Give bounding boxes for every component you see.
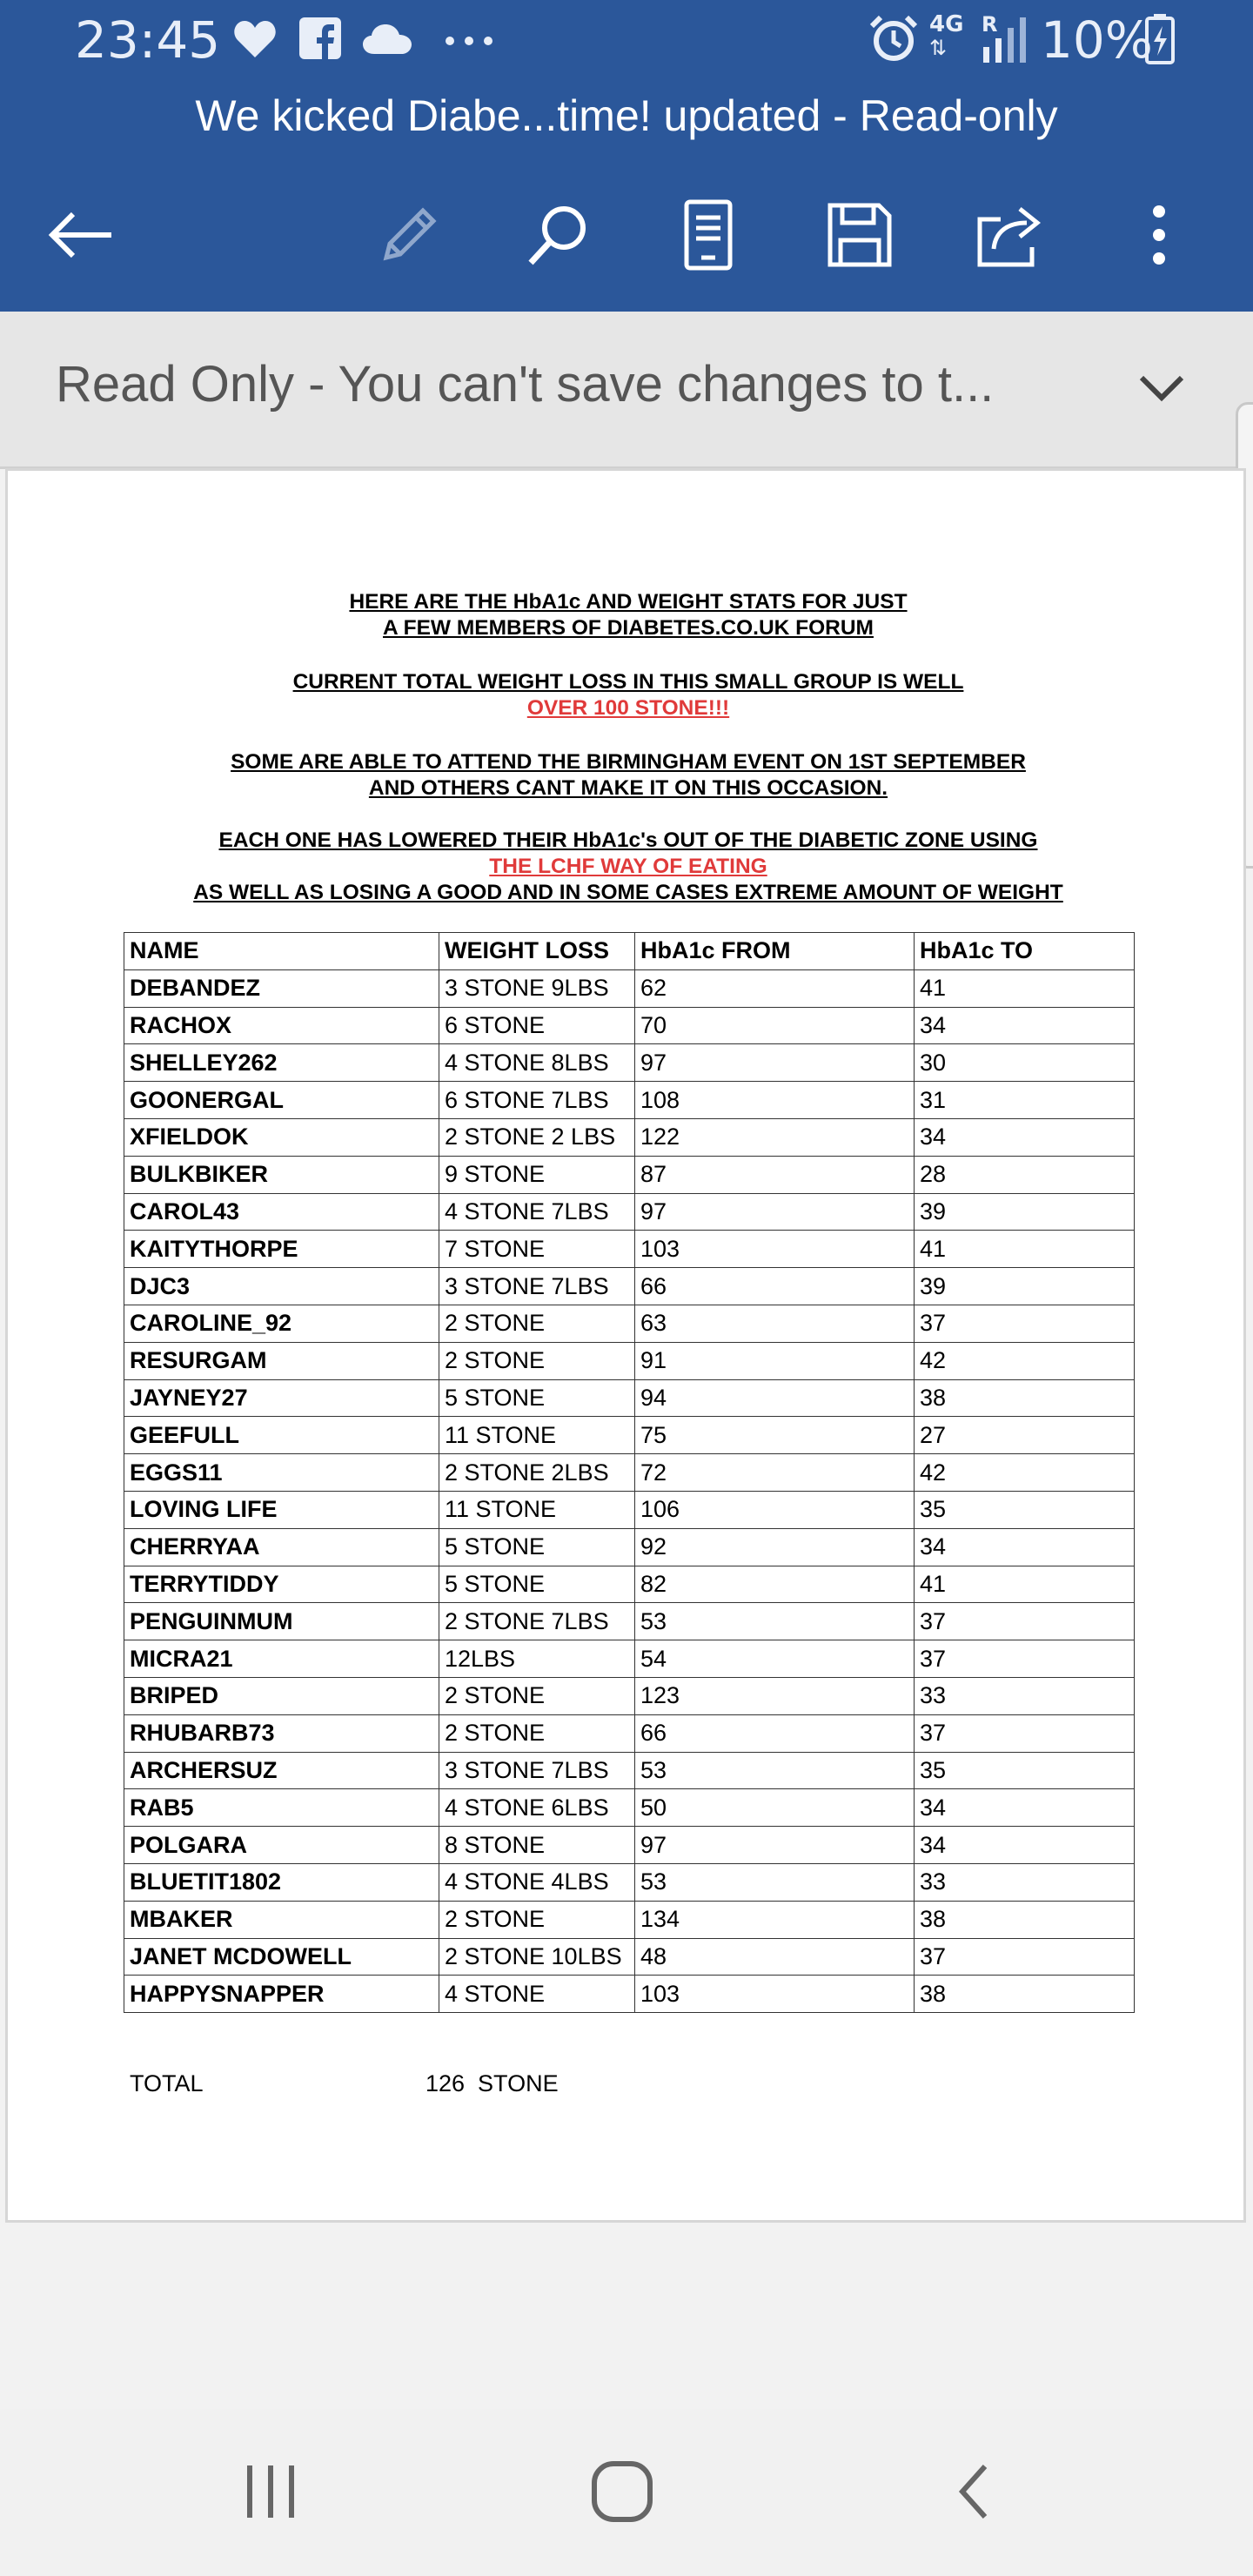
cell-name: BRIPED <box>124 1677 439 1714</box>
cell-weight-loss: 6 STONE <box>439 1007 635 1044</box>
table-row <box>124 1044 1135 1082</box>
cell-hba1c-to: 38 <box>915 1379 1135 1417</box>
cell-weight-loss: 2 STONE <box>439 1677 635 1714</box>
cell-hba1c-from: 53 <box>635 1863 915 1901</box>
cell-name: MBAKER <box>124 1901 439 1938</box>
cell-name: XFIELDOK <box>124 1118 439 1156</box>
more-dots-icon <box>444 35 496 47</box>
cell-hba1c-to: 34 <box>915 1007 1135 1044</box>
recent-apps-icon <box>240 2461 301 2522</box>
cell-name: CAROL43 <box>124 1193 439 1231</box>
cell-name: POLGARA <box>124 1827 439 1864</box>
cell-name: GEEFULL <box>124 1417 439 1454</box>
battery-icon <box>1145 14 1175 64</box>
cell-weight-loss: 4 STONE 4LBS <box>439 1863 635 1901</box>
share-button[interactable] <box>966 191 1053 278</box>
table-row <box>124 1082 1135 1119</box>
cell-hba1c-from: 50 <box>635 1789 915 1827</box>
cell-weight-loss: 2 STONE <box>439 1305 635 1342</box>
recent-apps-button[interactable] <box>223 2444 318 2539</box>
cell-hba1c-from: 97 <box>635 1827 915 1864</box>
cell-weight-loss: 3 STONE 9LBS <box>439 969 635 1007</box>
app-header <box>0 0 1253 312</box>
doc-header-line-5: SOME ARE ABLE TO ATTEND THE BIRMINGHAM EVENT ON 1ST SEPTEMBER <box>231 750 1026 774</box>
cell-name: RHUBARB73 <box>124 1714 439 1752</box>
cell-name: RAB5 <box>124 1789 439 1827</box>
nav-back-button[interactable] <box>926 2444 1022 2539</box>
cell-name: ARCHERSUZ <box>124 1752 439 1789</box>
cell-hba1c-from: 97 <box>635 1193 915 1231</box>
cell-hba1c-to: 42 <box>915 1342 1135 1379</box>
cell-hba1c-from: 103 <box>635 1976 915 2013</box>
doc-header-line-9: AS WELL AS LOSING A GOOD AND IN SOME CASES EXTREME AMOUNT OF WEIGHT <box>193 881 1063 904</box>
cell-weight-loss: 4 STONE 6LBS <box>439 1789 635 1827</box>
table-row <box>124 1268 1135 1305</box>
cell-name: RESURGAM <box>124 1342 439 1379</box>
cell-hba1c-from: 134 <box>635 1901 915 1938</box>
cell-hba1c-to: 35 <box>915 1752 1135 1789</box>
cell-hba1c-to: 41 <box>915 969 1135 1007</box>
back-icon <box>952 2461 995 2522</box>
cell-hba1c-from: 82 <box>635 1566 915 1603</box>
cell-hba1c-to: 42 <box>915 1454 1135 1492</box>
cell-name: KAITYTHORPE <box>124 1231 439 1268</box>
cell-hba1c-from: 92 <box>635 1528 915 1566</box>
cell-hba1c-to: 34 <box>915 1789 1135 1827</box>
cell-weight-loss: 2 STONE 2 LBS <box>439 1118 635 1156</box>
cell-hba1c-to: 33 <box>915 1863 1135 1901</box>
cell-weight-loss: 2 STONE 10LBS <box>439 1938 635 1976</box>
table-row <box>124 1714 1135 1752</box>
cell-hba1c-from: 108 <box>635 1082 915 1119</box>
cell-weight-loss: 2 STONE 2LBS <box>439 1454 635 1492</box>
column-header-hba1c-to: HbA1c TO <box>915 933 1135 970</box>
cell-weight-loss: 3 STONE 7LBS <box>439 1268 635 1305</box>
cell-hba1c-from: 54 <box>635 1640 915 1678</box>
alarm-icon <box>868 14 919 64</box>
cell-hba1c-to: 34 <box>915 1118 1135 1156</box>
cell-weight-loss: 7 STONE <box>439 1231 635 1268</box>
doc-header-line-4: OVER 100 STONE!!! <box>526 696 730 720</box>
back-arrow-icon <box>45 209 115 261</box>
table-row <box>124 1454 1135 1492</box>
cell-weight-loss: 9 STONE <box>439 1156 635 1193</box>
doc-header-line-7: EACH ONE HAS LOWERED THEIR HbA1c's OUT OF THE DIABETIC ZONE USING <box>218 828 1038 852</box>
table-row <box>124 1231 1135 1268</box>
cell-hba1c-from: 53 <box>635 1603 915 1640</box>
network-type-label: 4G <box>929 11 964 37</box>
edit-pencil-icon <box>374 200 444 270</box>
cell-hba1c-to: 37 <box>915 1603 1135 1640</box>
cell-hba1c-to: 28 <box>915 1156 1135 1193</box>
cell-weight-loss: 2 STONE <box>439 1342 635 1379</box>
status-bar <box>0 0 1253 84</box>
cell-weight-loss: 5 STONE <box>439 1528 635 1566</box>
cell-weight-loss: 5 STONE <box>439 1379 635 1417</box>
cell-name: TERRYTIDDY <box>124 1566 439 1603</box>
4g-icon: 4G ⇅ <box>929 12 968 64</box>
cell-hba1c-from: 123 <box>635 1677 915 1714</box>
search-icon <box>524 200 593 270</box>
edit-button[interactable] <box>365 191 452 278</box>
cell-weight-loss: 2 STONE <box>439 1901 635 1938</box>
total-label: TOTAL <box>130 2070 204 2096</box>
cell-name: BULKBIKER <box>124 1156 439 1193</box>
table-row <box>124 1677 1135 1714</box>
read-only-message: Read Only - You can't save changes to t... <box>56 356 995 413</box>
cell-name: JAYNEY27 <box>124 1379 439 1417</box>
cell-hba1c-to: 27 <box>915 1417 1135 1454</box>
cell-hba1c-from: 62 <box>635 969 915 1007</box>
cell-hba1c-from: 72 <box>635 1454 915 1492</box>
cell-name: RACHOX <box>124 1007 439 1044</box>
column-header-name: NAME <box>124 933 439 970</box>
table-body <box>124 969 1135 2012</box>
cell-name: MICRA21 <box>124 1640 439 1678</box>
cell-hba1c-to: 34 <box>915 1827 1135 1864</box>
cell-hba1c-to: 37 <box>915 1938 1135 1976</box>
cell-weight-loss: 11 STONE <box>439 1417 635 1454</box>
table-row <box>124 1752 1135 1789</box>
more-options-button[interactable] <box>1116 191 1203 278</box>
cell-name: SHELLEY262 <box>124 1044 439 1082</box>
table-row <box>124 1156 1135 1193</box>
cell-hba1c-to: 38 <box>915 1901 1135 1938</box>
cell-weight-loss: 2 STONE 7LBS <box>439 1603 635 1640</box>
table-header-row <box>124 933 1135 970</box>
signal-icon <box>978 12 1034 64</box>
roaming-label: R <box>982 12 998 37</box>
cell-weight-loss: 8 STONE <box>439 1827 635 1864</box>
status-time: 23:45 <box>75 10 221 70</box>
table-row <box>124 1566 1135 1603</box>
column-header-hba1c-from: HbA1c FROM <box>635 933 915 970</box>
cell-weight-loss: 5 STONE <box>439 1566 635 1603</box>
cell-name: GOONERGAL <box>124 1082 439 1119</box>
view-mode-icon <box>682 198 734 272</box>
table-row <box>124 1305 1135 1342</box>
save-icon <box>825 200 895 270</box>
search-button[interactable] <box>515 191 602 278</box>
cell-weight-loss: 4 STONE <box>439 1976 635 2013</box>
table-row <box>124 1007 1135 1044</box>
battery-percentage: 10% <box>1041 10 1153 70</box>
total-value: 126 STONE <box>425 2070 559 2096</box>
doc-header-line-8: THE LCHF WAY OF EATING <box>489 855 767 878</box>
cloud-icon <box>362 23 412 56</box>
more-vert-icon <box>1150 205 1168 265</box>
table-row <box>124 1491 1135 1528</box>
cell-hba1c-to: 33 <box>915 1677 1135 1714</box>
doc-header-line-2: A FEW MEMBERS OF DIABETES.CO.UK FORUM <box>383 616 874 640</box>
cell-hba1c-from: 122 <box>635 1118 915 1156</box>
facebook-icon <box>299 17 341 59</box>
table-row <box>124 1193 1135 1231</box>
cell-hba1c-from: 66 <box>635 1714 915 1752</box>
cell-hba1c-to: 41 <box>915 1566 1135 1603</box>
back-button[interactable] <box>37 191 124 278</box>
table-row <box>124 1789 1135 1827</box>
column-header-weight-loss: WEIGHT LOSS <box>439 933 635 970</box>
table-row <box>124 1827 1135 1864</box>
cell-hba1c-to: 34 <box>915 1528 1135 1566</box>
table-row <box>124 1640 1135 1678</box>
document-title: We kicked Diabe...time! updated - Read-only <box>195 91 1058 140</box>
cell-weight-loss: 4 STONE 8LBS <box>439 1044 635 1082</box>
cell-hba1c-to: 38 <box>915 1976 1135 2013</box>
doc-header-line-1: HERE ARE THE HbA1c AND WEIGHT STATS FOR JUST <box>349 590 908 614</box>
cell-weight-loss: 12LBS <box>439 1640 635 1678</box>
cell-name: HAPPYSNAPPER <box>124 1976 439 2013</box>
doc-header-line-3: CURRENT TOTAL WEIGHT LOSS IN THIS SMALL GROUP IS WELL <box>292 670 964 694</box>
table-row <box>124 1901 1135 1938</box>
cell-weight-loss: 3 STONE 7LBS <box>439 1752 635 1789</box>
home-button[interactable] <box>574 2444 670 2539</box>
cell-hba1c-from: 48 <box>635 1938 915 1976</box>
save-button[interactable] <box>816 191 903 278</box>
cell-hba1c-to: 35 <box>915 1491 1135 1528</box>
cell-weight-loss: 6 STONE 7LBS <box>439 1082 635 1119</box>
table-row <box>124 969 1135 1007</box>
cell-hba1c-from: 66 <box>635 1268 915 1305</box>
cell-hba1c-to: 41 <box>915 1231 1135 1268</box>
cell-weight-loss: 2 STONE <box>439 1714 635 1752</box>
cell-weight-loss: 4 STONE 7LBS <box>439 1193 635 1231</box>
cell-hba1c-from: 70 <box>635 1007 915 1044</box>
cell-hba1c-to: 31 <box>915 1082 1135 1119</box>
table-row <box>124 1863 1135 1901</box>
table-row <box>124 1603 1135 1640</box>
doc-header-line-6: AND OTHERS CANT MAKE IT ON THIS OCCASION. <box>368 776 888 800</box>
cell-hba1c-from: 94 <box>635 1379 915 1417</box>
cell-hba1c-from: 103 <box>635 1231 915 1268</box>
cell-hba1c-from: 53 <box>635 1752 915 1789</box>
table-row <box>124 1528 1135 1566</box>
table-row <box>124 1938 1135 1976</box>
cell-hba1c-to: 39 <box>915 1268 1135 1305</box>
cell-weight-loss: 11 STONE <box>439 1491 635 1528</box>
table-row <box>124 1379 1135 1417</box>
table-row <box>124 1118 1135 1156</box>
document-page <box>5 468 1246 2223</box>
view-mode-button[interactable] <box>665 191 752 278</box>
heart-icon <box>233 19 277 59</box>
cell-hba1c-to: 37 <box>915 1714 1135 1752</box>
cell-name: DEBANDEZ <box>124 969 439 1007</box>
cell-hba1c-from: 97 <box>635 1044 915 1082</box>
home-icon <box>589 2459 655 2525</box>
chevron-down-icon[interactable] <box>1131 359 1192 419</box>
read-only-banner[interactable] <box>0 312 1253 469</box>
cell-name: EGGS11 <box>124 1454 439 1492</box>
cell-name: DJC3 <box>124 1268 439 1305</box>
cell-hba1c-to: 30 <box>915 1044 1135 1082</box>
cell-name: CHERRYAA <box>124 1528 439 1566</box>
cell-hba1c-to: 39 <box>915 1193 1135 1231</box>
table-row <box>124 1417 1135 1454</box>
cell-name: LOVING LIFE <box>124 1491 439 1528</box>
cell-name: PENGUINMUM <box>124 1603 439 1640</box>
cell-hba1c-from: 63 <box>635 1305 915 1342</box>
cell-name: JANET MCDOWELL <box>124 1938 439 1976</box>
cell-hba1c-from: 75 <box>635 1417 915 1454</box>
navigation-bar <box>0 2409 1253 2576</box>
cell-hba1c-from: 91 <box>635 1342 915 1379</box>
share-icon <box>975 200 1044 270</box>
cell-hba1c-from: 87 <box>635 1156 915 1193</box>
cell-name: CAROLINE_92 <box>124 1305 439 1342</box>
table-row <box>124 1342 1135 1379</box>
stats-table <box>124 932 1135 2013</box>
cell-name: BLUETIT1802 <box>124 1863 439 1901</box>
cell-hba1c-from: 106 <box>635 1491 915 1528</box>
cell-hba1c-to: 37 <box>915 1640 1135 1678</box>
cell-hba1c-to: 37 <box>915 1305 1135 1342</box>
table-row <box>124 1976 1135 2013</box>
